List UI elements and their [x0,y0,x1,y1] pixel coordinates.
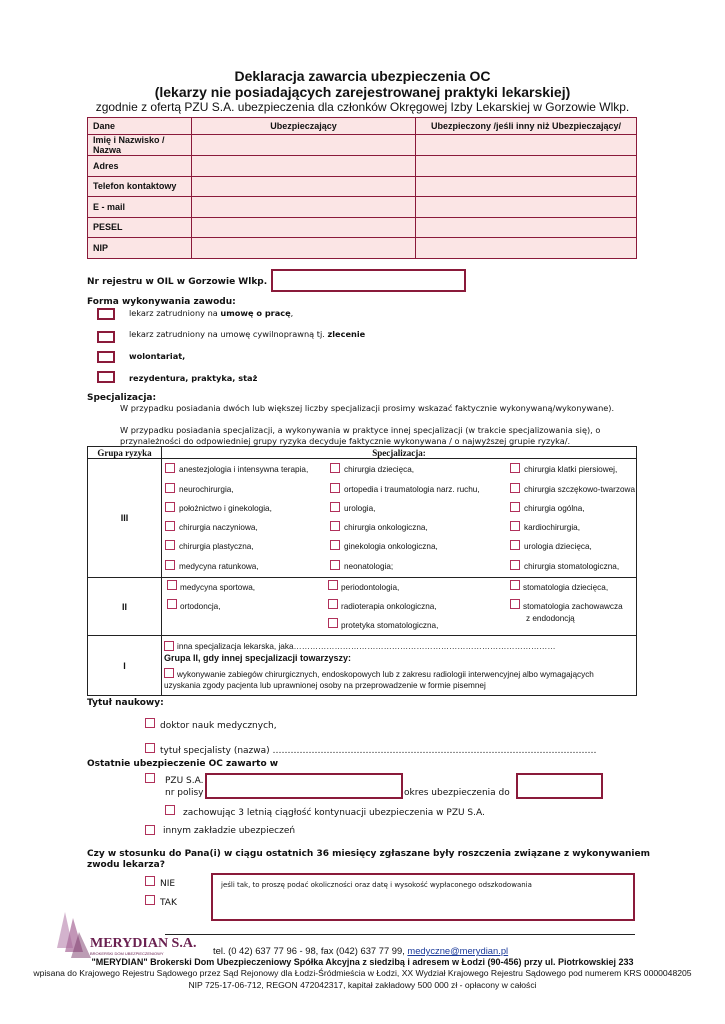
okres-input[interactable] [516,773,603,799]
spec-item: medycyna sportowa, [180,583,256,592]
spec-checkbox[interactable] [510,540,520,550]
spec-checkbox[interactable] [510,580,520,590]
spec-checkbox[interactable] [328,618,338,628]
spec-item: urologia dziecięca, [524,542,592,551]
ostatnie-checkbox-kontynuacja[interactable] [165,805,175,815]
input-cell[interactable] [192,217,416,238]
roszczenia-question-1: Czy w stosunku do Pana(i) w ciągu ostatnich 36 miesięcy zgłaszane były roszczenia związane z wykonywaniem [87,849,650,859]
spec-checkbox[interactable] [165,463,175,473]
spec-checkbox[interactable] [330,521,340,531]
spec-checkbox[interactable] [510,483,520,493]
roszczenia-hint: jeśli tak, to proszę podać okoliczności oraz datę i wysokość wypłaconego odszkodowania [221,881,532,889]
spec-checkbox[interactable] [510,599,520,609]
spec-item: ginekologia onkologiczna, [344,542,438,551]
input-cell[interactable] [192,197,416,218]
spec-checkbox[interactable] [330,463,340,473]
input-cell[interactable] [416,176,637,197]
footer-line4: NIP 725-17-06-712, REGON 472042317, kapitał zakładowy 500 000 zł - opłacony w całości [188,980,537,990]
forma-checkbox-wolontariat[interactable] [97,351,115,363]
roszczenia-question-2: zwodu lekarza? [87,860,165,870]
col-dane: Dane [88,118,192,135]
specjalizacja-label: Specjalizacja: [87,393,157,403]
spec-item: położnictwo i ginekologia, [179,504,272,513]
grupa2-note: Grupa II, gdy innej specjalizacji towarzyszy: [164,653,352,663]
spec-checkbox[interactable] [330,560,340,570]
forma-checkbox-umowa[interactable] [97,308,115,320]
group-III: III [88,459,162,578]
spec-checkbox[interactable] [510,502,520,512]
spec-item: kardiochirurgia, [524,523,580,532]
forma-opt4: rezydentura, praktyka, staż [129,373,258,383]
spec-checkbox[interactable] [167,599,177,609]
email-link[interactable]: medyczne@merydian.pl [407,945,509,956]
spec-checkbox[interactable] [330,540,340,550]
group-I: I [88,636,162,696]
spec-item: anestezjologia i intensywna terapia, [179,465,309,474]
ostatnie-nr-polisy: nr polisy [165,788,204,798]
zabiegi-line1: wykonywanie zabiegów chirurgicznych, endoskopowych lub z zakresu radiologii interwencyjnej albo wymagających [177,670,594,679]
input-cell[interactable] [192,238,416,259]
input-cell[interactable] [192,135,416,156]
ostatnie-inny: innym zakładzie ubezpieczeń [163,826,296,836]
col-ubezpieczony: Ubezpieczony /jeśli inny niż Ubezpieczający/ [416,118,637,135]
spec-checkbox[interactable] [165,502,175,512]
forma-label: Forma wykonywania zawodu: [87,297,236,307]
roszczenia-checkbox-tak[interactable] [145,895,155,905]
footer-line3: wpisana do Krajowego Rejestru Sądowego przez Sąd Rejonowy dla Łodzi-Śródmieścia w Łodzi, XX Wydział Krajowego Rejestru Sądowego pod numerem KRS 0000048205 [33,968,692,978]
specjalizacja-para2: W przypadku posiadania specjalizacji, a wykonywania w praktyce innej specjalizacji (w trakcie specjalizowania się), o przynależności do odpowiedniej grupy ryzyka decyduje faktycznie wykonywana / o najwyższej grupie ryzyka/. [120,425,601,446]
footer-line2: "MERYDIAN" Brokerski Dom Ubezpieczeniowy Spółka Akcyjna z siedzibą i adresem w Łodzi (90-456) przy ul. Piotrkowskiej 233 [91,957,634,967]
col-ubezpieczajacy: Ubezpieczający [192,118,416,135]
page-subtitle: (lekarzy nie posiadających zarejestrowanej praktyki lekarskiej) [154,84,571,100]
spec-item: z endodoncją [526,614,575,623]
spec-checkbox[interactable] [167,580,177,590]
ostatnie-okres: okres ubezpieczenia do [404,788,510,798]
spec-checkbox[interactable] [165,540,175,550]
footer-divider [165,934,635,935]
row-label: PESEL [88,217,192,238]
spec-checkbox-inna[interactable] [164,641,174,651]
logo-tagline: BROKERSKI DOM UBEZPIECZENIOWY [90,951,164,956]
ostatnie-checkbox-pzu[interactable] [145,773,155,783]
page-title: Deklaracja zawarcia ubezpieczenia OC [234,68,491,84]
personal-data-table [87,117,637,259]
row-label: Adres [88,156,192,177]
roszczenia-checkbox-nie[interactable] [145,876,155,886]
spec-item: stomatologia zachowawcza [523,602,623,611]
nr-polisy-input[interactable] [205,773,403,799]
spec-checkbox[interactable] [330,502,340,512]
spec-item: ortopedia i traumatologia narz. ruchu, [344,485,480,494]
spec-inna: inna specjalizacja lekarska, jaka…………………………………………………………………………………… [177,642,556,651]
row-label: Telefon kontaktowy [88,176,192,197]
col-spec: Specjalizacja: [162,447,637,459]
forma-checkbox-zlecenie[interactable] [97,331,115,343]
spec-item: periodontologia, [341,583,400,592]
spec-checkbox[interactable] [165,560,175,570]
nr-rejestru-label: Nr rejestru w OIL w Gorzowie Wlkp. [87,277,268,287]
forma-opt1: lekarz zatrudniony na umowę o pracę, [129,308,294,318]
spec-checkbox[interactable] [328,580,338,590]
spec-item: chirurgia szczękowo-twarzowa [524,485,636,494]
spec-item: urologia, [344,504,376,513]
forma-checkbox-rezydentura[interactable] [97,371,115,383]
tytul-checkbox-specjalista[interactable] [145,743,155,753]
ostatnie-label: Ostatnie ubezpieczenie OC zawarto w [87,759,279,769]
spec-checkbox[interactable] [165,483,175,493]
row-label: E - mail [88,197,192,218]
tytul-opt1: doktor nauk medycznych, [160,721,277,731]
spec-item: chirurgia ogólna, [524,504,585,513]
footer-contact: tel. (0 42) 637 77 96 - 98, fax (042) 637 77 99, medyczne@merydian.pl [213,945,509,956]
logo-name: MERYDIAN S.A. [90,936,197,951]
forma-opt2: lekarz zatrudniony na umowę cywilnoprawną tj. zlecenie [129,329,366,339]
ostatnie-pzu: PZU S.A. [165,776,204,786]
input-cell[interactable] [416,135,637,156]
roszczenia-tak: TAK [160,898,177,908]
input-cell[interactable] [416,197,637,218]
spec-checkbox[interactable] [510,560,520,570]
input-cell[interactable] [192,156,416,177]
group-II: II [88,578,162,636]
spec-item: medycyna ratunkowa, [179,562,259,571]
spec-item: chirurgia dziecięca, [344,465,415,474]
spec-item: chirurgia plastyczna, [179,542,254,551]
specjalizacja-para1: W przypadku posiadania dwóch lub większej liczby specjalizacji prosimy wskazać faktycznie wykonywaną/wykonywane). [120,403,615,413]
spec-item: chirurgia naczyniowa, [179,523,258,532]
spec-checkbox[interactable] [328,599,338,609]
zabiegi-line2: uzyskania zgody pacjenta lub uprawnionej osoby na przeprowadzenie w formie pisemnej [164,681,486,690]
spec-checkbox-zabiegi[interactable] [164,668,174,678]
input-cell[interactable] [192,176,416,197]
spec-item: protetyka stomatologiczna, [341,621,439,630]
spec-item: ortodoncja, [180,602,221,611]
spec-item: stomatologia dziecięca, [523,583,609,592]
spec-checkbox[interactable] [510,521,520,531]
input-cell[interactable] [416,156,637,177]
forma-opt3: wolontariat, [129,351,186,361]
row-label: NIP [88,238,192,259]
ostatnie-checkbox-inny[interactable] [145,825,155,835]
nr-rejestru-input[interactable] [271,269,466,292]
spec-item: neonatologia; [344,562,394,571]
spec-checkbox[interactable] [330,483,340,493]
tytul-label: Tytuł naukowy: [87,698,164,708]
input-cell[interactable] [416,238,637,259]
tytul-checkbox-doktor[interactable] [145,718,155,728]
offer-note: zgodnie z ofertą PZU S.A. ubezpieczenia dla członków Okręgowej Izby Lekarskiej w Gorzowie Wlkp. [95,100,630,114]
spec-item: radioterapia onkologiczna, [341,602,437,611]
input-cell[interactable] [416,217,637,238]
spec-checkbox[interactable] [510,463,520,473]
row-label: Imię i Nazwisko / Nazwa [88,135,192,156]
tytul-opt2: tytuł specjalisty (nazwa) ……………………………………………………………………………………………… [160,746,597,756]
spec-checkbox[interactable] [165,521,175,531]
roszczenia-nie: NIE [160,879,176,889]
spec-item: chirurgia stomatologiczna, [524,562,620,571]
spec-item: neurochirurgia, [179,485,234,494]
spec-item: chirurgia klatki piersiowej, [524,465,618,474]
spec-item: chirurgia onkologiczna, [344,523,428,532]
col-grupa: Grupa ryzyka [88,447,162,459]
ostatnie-kontynuacja: zachowując 3 letnią ciągłość kontynuacji ubezpieczenia w PZU S.A. [183,808,485,818]
